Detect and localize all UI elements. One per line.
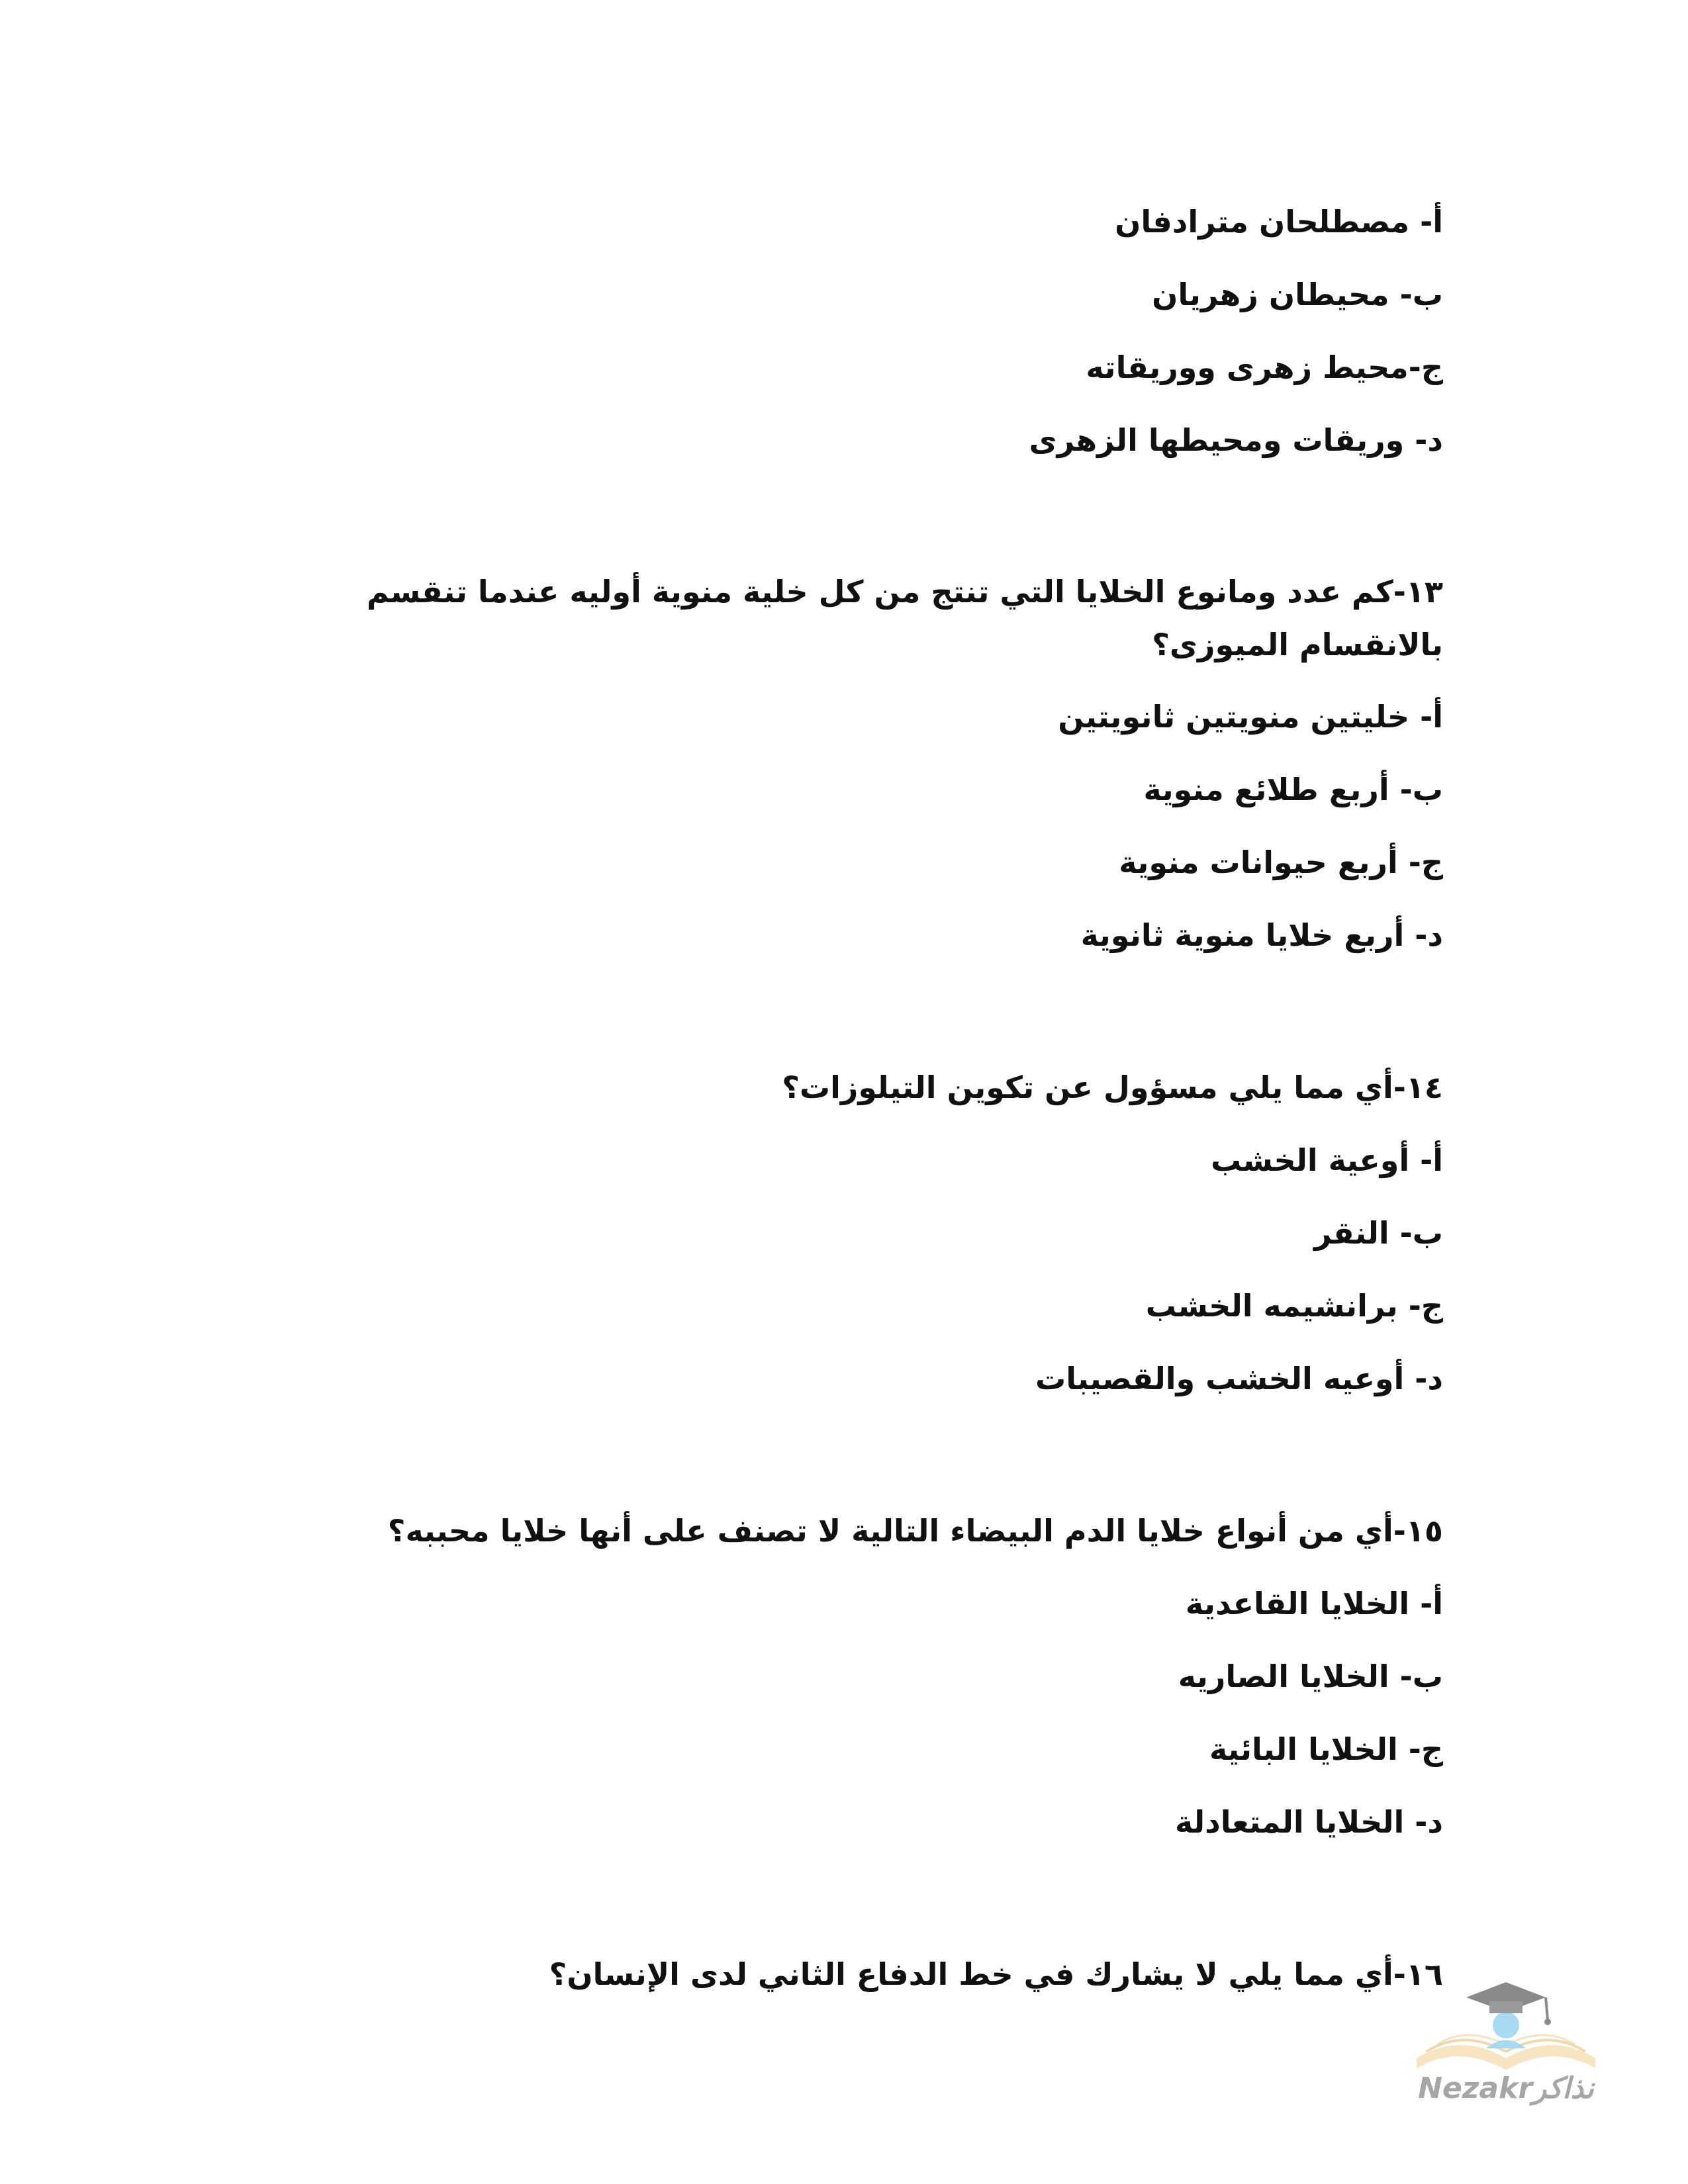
option-b: ب- النقر xyxy=(1314,1215,1443,1251)
option-b: ب- الخلايا الصاريه xyxy=(1178,1659,1443,1694)
spacer xyxy=(318,477,1443,556)
option-d: د- الخلايا المتعادلة xyxy=(1174,1804,1443,1840)
options-list-previous xyxy=(318,185,1443,477)
question-14 xyxy=(318,1051,1443,1415)
questions-content xyxy=(318,185,1443,2011)
option-d: د- أوعيه الخشب والقصيبات xyxy=(1035,1361,1443,1396)
question-text: ١٤-أي مما يلي مسؤول عن تكوين التيلوزات؟ xyxy=(782,1069,1443,1105)
question-text: ١٣-كم عدد ومانوع الخلايا التي تنتج من كل خلية منوية أوليه عندما تنقسم بالانقسام الميوزى؟ xyxy=(366,574,1443,662)
option-c: ج- الخلايا البائية xyxy=(1209,1731,1443,1767)
question-13 xyxy=(318,556,1443,972)
option-c: ج- برانشيمه الخشب xyxy=(1145,1288,1443,1324)
option-a: أ- خليتين منويتين ثانويتين xyxy=(1058,699,1443,735)
spacer xyxy=(318,1858,1443,1938)
option-b: ب- أربع طلائع منوية xyxy=(1143,772,1443,807)
option-c: ج- أربع حيوانات منوية xyxy=(1119,844,1443,880)
spacer xyxy=(318,972,1443,1051)
option-c: ج-محيط زهرى ووريقاته xyxy=(1086,349,1443,385)
option-d: د- أربع خلايا منوية ثانوية xyxy=(1080,917,1443,953)
option-a: أ- أوعية الخشب xyxy=(1210,1142,1443,1178)
watermark-brand-text: Nezakrنذاكر xyxy=(1418,2071,1594,2105)
option-a: أ- الخلايا القاعدية xyxy=(1185,1586,1443,1621)
question-text: ١٥-أي من أنواع خلايا الدم البيضاء التالية لا تصنف على أنها خلايا محببه؟ xyxy=(387,1513,1443,1549)
question-16 xyxy=(318,1938,1443,2011)
option-a: أ- مصطلحان مترادفان xyxy=(1115,204,1443,240)
question-text: ١٦-أي مما يلي لا يشارك في خط الدفاع الثاني لدى الإنسان؟ xyxy=(549,1956,1443,1992)
option-b: ب- محيطان زهريان xyxy=(1152,277,1443,312)
spacer xyxy=(318,1415,1443,1494)
question-15 xyxy=(318,1494,1443,1858)
option-d: د- وريقات ومحيطها الزهرى xyxy=(1029,422,1443,458)
